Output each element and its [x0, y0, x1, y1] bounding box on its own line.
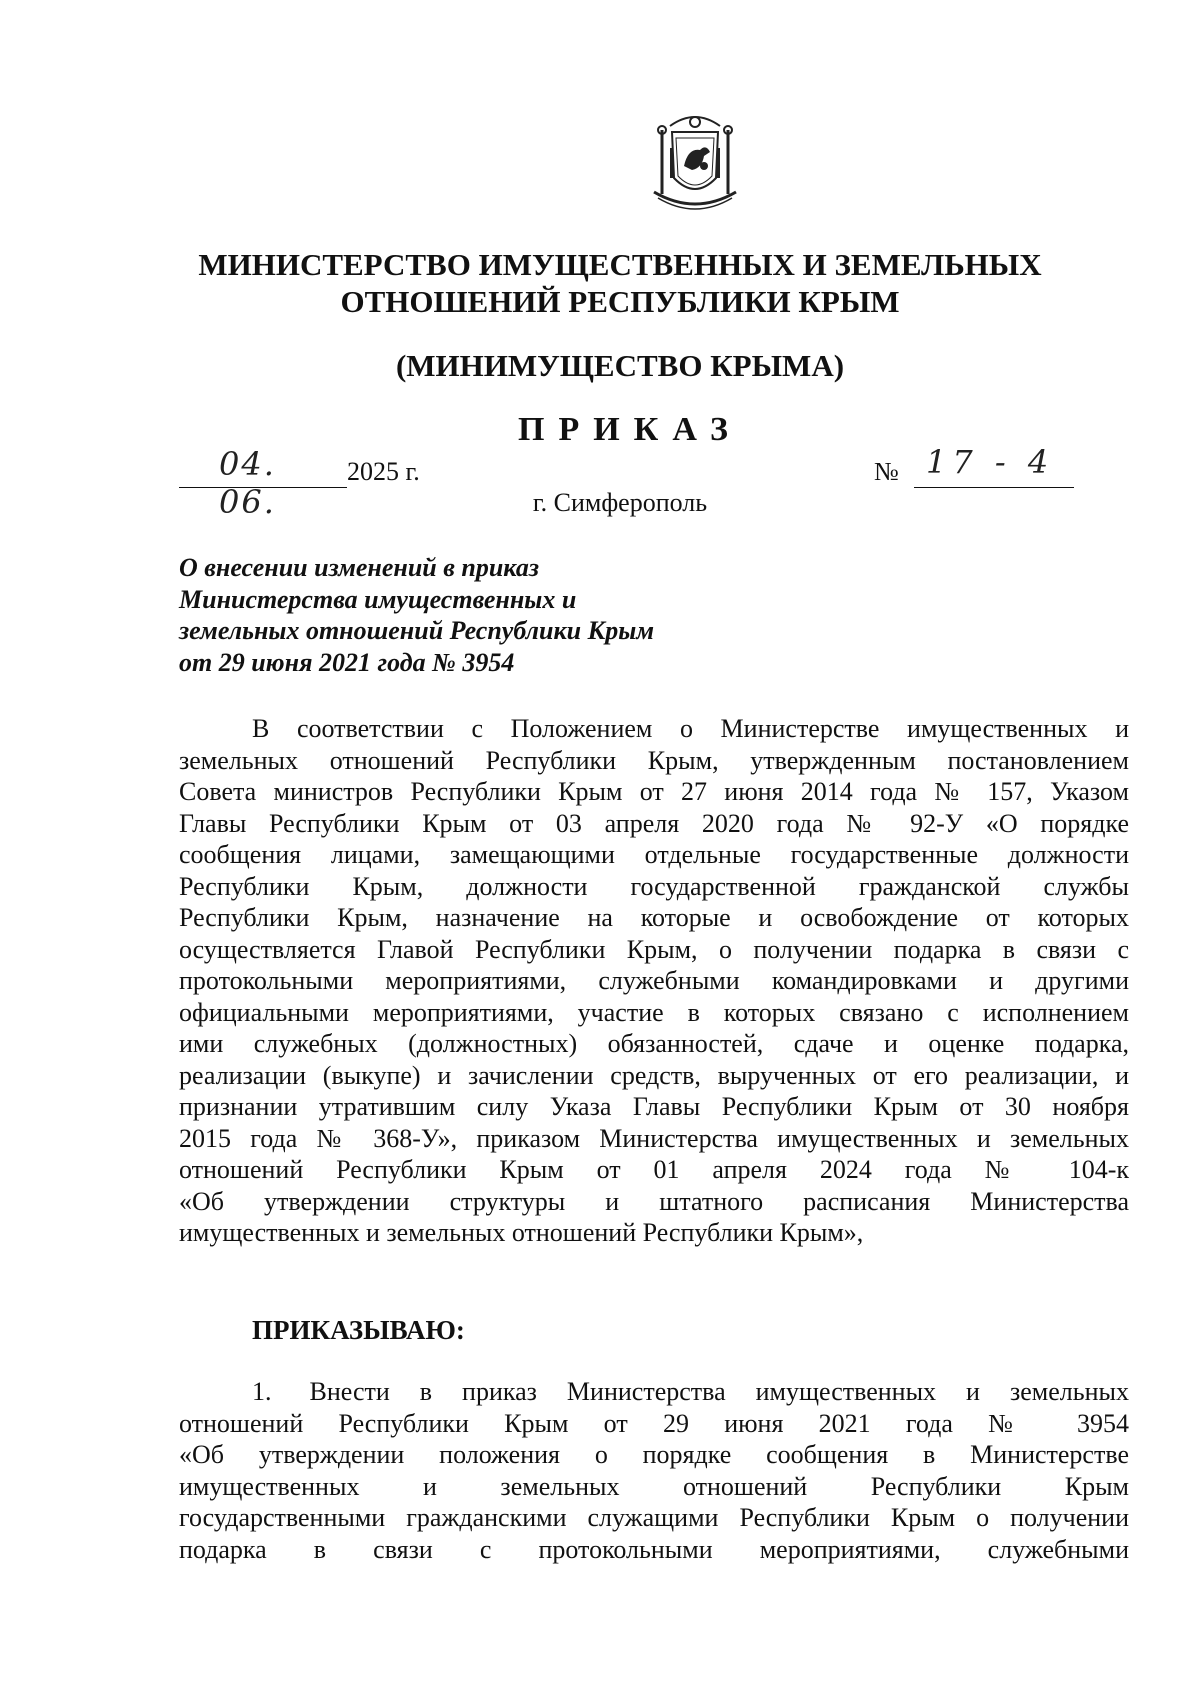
org-name-line-1: МИНИСТЕРСТВО ИМУЩЕСТВЕННЫХ И ЗЕМЕЛЬНЫХ: [198, 247, 1042, 282]
preamble-line: имущественных и земельных отношений Республики Крым»,: [179, 1218, 864, 1247]
preamble-line: Республики Крым, должности государственной гражданской службы: [179, 871, 1129, 901]
preamble-line: официальными мероприятиями, участие в которых связано с исполнением: [179, 997, 1129, 1027]
handwritten-number: 17 - 4: [926, 443, 1055, 481]
preamble-line: Главы Республики Крым от 03 апреля 2020 года № 92-У «О порядке: [179, 808, 1129, 838]
item-1-paragraph: [179, 1376, 1129, 1565]
document-type-title: ПРИКАЗ: [518, 411, 742, 448]
item-line: «Об утверждении положения о порядке сообщения в Министерстве: [179, 1440, 1129, 1469]
preamble-line: В соответствии с Положением о Министерстве имущественных и: [252, 714, 1129, 743]
item-1-first-line: [179, 1376, 1129, 1408]
preamble-line: 2015 года № 368-У», приказом Министерства имущественных и земельных: [179, 1123, 1129, 1153]
org-name-line-2: ОТНОШЕНИЙ РЕСПУБЛИКИ КРЫМ: [340, 284, 900, 319]
item-line: государственными гражданскими служащими Республики Крым о получении: [179, 1503, 1129, 1532]
preamble-line: признании утратившим силу Указа Главы Республики Крым от 30 ноября: [179, 1092, 1129, 1121]
preamble-line: реализации (выкупе) и зачислении средств, вырученных от его реализации, и: [179, 1060, 1129, 1090]
preamble-line: Республики Крым, назначение на которые и освобождение от которых: [179, 903, 1129, 932]
preamble-line: земельных отношений Республики Крым, утвержденным постановлением: [179, 745, 1129, 775]
preamble-line: Совета министров Республики Крым от 27 июня 2014 года № 157, Указом: [179, 777, 1129, 806]
subject-line: О внесении изменений в приказ: [179, 553, 539, 582]
subject-line: земельных отношений Республики Крым: [179, 616, 655, 645]
subject-line: Министерства имущественных и: [179, 584, 577, 614]
number-sign: №: [874, 457, 899, 486]
item-line: имущественных и земельных отношений Республики Крым: [179, 1471, 1129, 1501]
preamble-line: осуществляется Главой Республики Крым, о получении подарка в связи с: [179, 934, 1129, 964]
handwritten-date: 04. 06.: [219, 445, 276, 521]
org-short-name: (МИНИМУЩЕСТВО КРЫМА): [395, 348, 845, 383]
preamble-line: ими служебных (должностных) обязанностей, сдаче и оценке подарка,: [179, 1029, 1129, 1058]
city: г. Симферополь: [532, 488, 708, 517]
preamble-line: сообщения лицами, замещающими отдельные государственные должности: [179, 840, 1129, 869]
preamble-line: отношений Республики Крым от 01 апреля 2024 года № 104-к: [179, 1155, 1129, 1184]
item-line: Внести в приказ Министерства имущественных и земельных: [309, 1377, 1129, 1406]
item-line: отношений Республики Крым от 29 июня 2021 года № 3954: [179, 1408, 1129, 1438]
crimea-coat-of-arms-icon: [640, 108, 750, 218]
item-line: подарка в связи с протокольными мероприятиями, служебными: [179, 1534, 1129, 1564]
order-word: ПРИКАЗЫВАЮ:: [252, 1315, 465, 1345]
preamble-line: протокольными мероприятиями, служебными командировками и другими: [179, 966, 1129, 995]
item-number: 1.: [252, 1377, 272, 1406]
preamble-line: «Об утверждении структуры и штатного расписания Министерства: [179, 1186, 1129, 1216]
order-subject: [179, 552, 654, 678]
date-year: 2025 г.: [347, 457, 420, 486]
preamble-paragraph: [179, 713, 1129, 1249]
subject-line: от 29 июня 2021 года № 3954: [179, 647, 515, 677]
